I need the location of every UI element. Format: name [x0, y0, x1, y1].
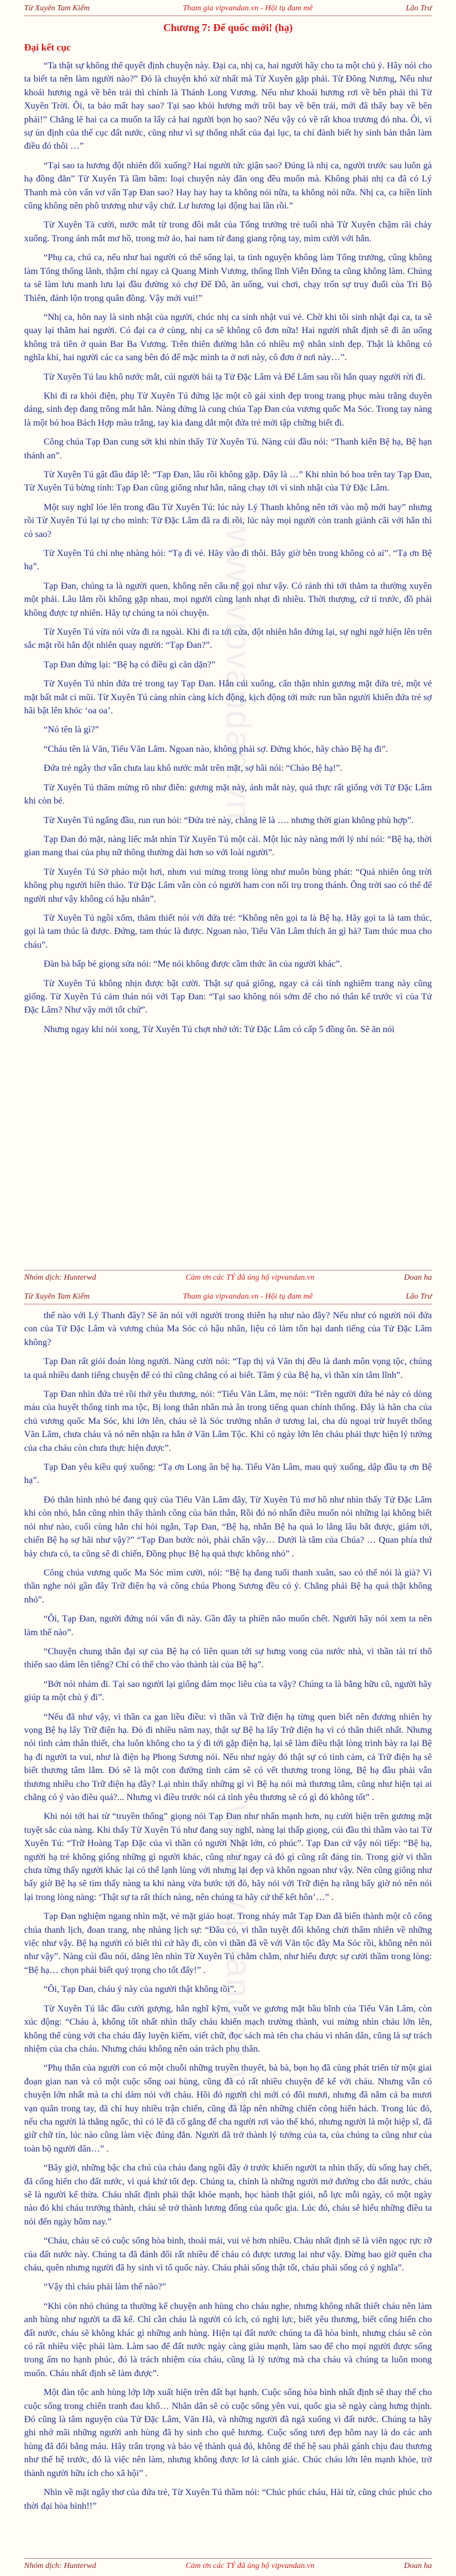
paragraph: Từ Xuyên Tú Sở phảo một hơi, nhưn vui mừng trong lòng như muôn bùng phát: “Quả nhiên ông trời không phụ người hiền thảo. Tử Đặc Lâm vẫn còn có người ham con nối trụ trong thánh. Ông trời sao có thể để người như vậy không có hậu nhân”.	[24, 867, 432, 904]
paragraph: Từ Xuyên Tú lắc đầu cười gượng, hắn nghĩ kỹm, vuốt ve gương mặt bầu bĩnh của Tiểu Văn Lâm, còn xúc động: “Cháu à, khổng tốt nhất nhìn thấy cháu khiến mạch trường thành, vui mừng nhìn cháu lớn lên, không thể cùng với cha cháu đây luyện kiếm, viết chữ, đọc sách mà tên cha cháu vì nhân dân, cũng là sự trách nhiệm của cha cháu. Nhưng cháu không nên oán trách phụ thân.	[24, 2003, 432, 2054]
paragraph: Một suy nghĩ lóe lên trong đầu Từ Xuyên Tú: lúc này Lý Thanh không nên tới vào mộ mới hay” nhưng rồi Từ Xuyên Tú lại tự cho mình: Tử Đặc Lâm đã ra đi rồi, lúc này mọi người còn tranh giành cãi với hắn thì có sao?	[24, 502, 432, 539]
page-2	[0, 1288, 456, 2576]
paragraph: Một đàn tộc anh hùng lớp lớp xuất hiện trên đất bạt hạnh. Cuộc sống hòa bình nhất định sẽ thay thế cho cuộc sống trong chiến tranh đau khổ… Nhân dân sẽ có cuộc sống yên vui, quốc gia sẽ ngày càng hưng thịnh. Đó cũng là tâm nguyện của Tử Đặc Lâm, Văn Hà, và những người đã ngã xuống vì đất nước. Chúng ta hãy ghi nhớ mãi những người anh hùng đã hy sinh cho quê hương. Cuộc sống tươi đẹp hôm nay là do các anh hùng đã đổi bằng máu. Hãy trân trọng và bảo vệ thành quả đó, không để thế hệ sau phải gánh chịu đau thương như thế hệ trước, đó là việc nên làm, nhưng không được lơ là cảnh giác. Chúc cháu lớn lên mạnh khỏe, trở thành người hữu ích cho xã hội” .	[24, 2388, 432, 2478]
footer-translator: Nhóm dịch: Hunterwd	[24, 2562, 96, 2570]
page-footer	[24, 1272, 432, 1284]
paragraph: Tạp Đan đỏ mặt, nàng liếc mắt nhìn Từ Xuyên Tú một cái. Một lúc này nàng mới lý nhí nói: “Bệ hạ, thời gian mang thai của phụ nữ thông thường dài hơn so với loài người”.	[24, 834, 432, 858]
paragraph: Từ Xuyên Tú ngồi xổm, thăm thiết nói với đứa trẻ: “Không nên gọi ta là Bệ hạ. Hãy gọi ta là tam thúc, gọi là tam thúc là được. Đứng, tam thúc là được. Ngoan nào, Tiểu Văn Lâm thích ăn gì hả? Tam thúc mua cho cháu”.	[24, 913, 432, 950]
paragraph: Nhìn về mặt ngây thơ của đứa trẻ, Từ Xuyên Tú thầm nói: “Chúc phúc cháu, Hài tử, cũng chúc phúc cho thời đại hòa bình!!”	[24, 2488, 432, 2511]
header-site-slogan: Tham gia vipvandan.vn - Hội tụ đam mê	[183, 4, 313, 13]
chapter-body	[24, 59, 432, 1036]
page-content	[24, 21, 432, 1266]
paragraph: Từ Xuyên Tú vừa nói vừa đi ra ngoài. Khi đi ra tới cửa, đột nhiên hắn đứng lại, sự nghi ngờ hiện lên trên sắc mặt rồi hắn đột nhiên quay người: “Tạp Đan?”.	[24, 627, 432, 651]
paragraph: Tạp Đan yêu kiều quý xuống: “Tạ ơn Long ân bệ hạ. Tiểu Văn Lâm, mau quỳ xuống, dập đầu tạ ơn Bệ hạ”.	[24, 1462, 432, 1486]
page-content	[24, 1309, 432, 2554]
paragraph: Tạp Đan nhìn đứa trẻ rồi thở yêu thương, nói: “Tiểu Văn Lâm, mẹ nói: “Trên người đứa bé này có dòng máu của huyết thống tinh ma tộc, Bị long thân nhân mà ân trong tiếng quan chính thống. Đây là hãn cha của chủ vương quốc Ma Sóc, khi lớn lên, cháu sẽ là Sóc trưởng nhân ở tương lai, cha dù ngoại trừ huyết thống Văn Lâm, chưa cháu và nó nên nhận ra hắn ở Văn Lâm Tộc. Khi có ngày lớn lên cháu phải thực hiện lý tưởng của cha cháu còn chưa thực hiện được”.	[24, 1389, 432, 1453]
header-book-title: Từ Xuyên Tam Kiếm	[24, 1292, 90, 1301]
paragraph: Đó thằn hình nhỏ bé đang quỳ của Tiểu Văn Lâm đây, Từ Xuyên Tú mơ hồ như nhìn thấy Tử Đặc Lâm khi còn nhỏ, hắn cũng nhìn thấy thành công của bản thân, Rồi đó nó nhấn điều muốn nói những lại không biết nói như nào, cuối cùng hắn chỉ hỏi ngắn, Tạp Đan, “Bệ hạ, nhẫn Bệ hạ quá lo lắng lâu bắt được, giám tới, chiến Bệ hạ sợ hãi như vậy?” “Tạp Đan bước nói, phải chẩn vậy… Dưới là tâm của Chúa? … Quan phía thứ bảy chưa có, ta cũng sẽ đi chiến, Đồng phục Bệ hạ quả thực không nhỏ” .	[24, 1494, 432, 1559]
paragraph: Từ Xuyên Tú gật đầu đáp lễ: “Tạp Đan, lâu rồi không gặp. Đây là …” Khi nhìn bó hoa trên tay Tạp Đan, Từ Xuyên Tú bừng tỉnh: Tạp Đan cũng giống như hắn, năng chạy tới vì sinh nhật của Tử Đặc Lâm.	[24, 469, 432, 493]
paragraph: thế nào với Lý Thanh đây? Sẽ ăn nói với người trong thiên hạ như nào đây? Nếu như có người nói đứa con của Tử Đặc Lâm và vương chủa Ma Sóc có hậu nhân, liệu có làm tổn hại danh tiếng của Tử Đặc Lâm không?	[24, 1311, 432, 1347]
paragraph: Tạp Đan, chúng ta là người quen, không nên câu nệ gọi như vậy. Có rảnh thì tới thăm ta thường xuyên một phái. Lâu lắm rồi không gặp nhau, mọi người cùng lạnh nhạt đi nhiều. Thời thượng, cứ tỉ trước, đồ phải không được tự nhiên. Hãy tự chúng ta nói chuyện.	[24, 581, 432, 618]
paragraph: Nhưng ngay khi nói xong, Từ Xuyên Tú chợt nhớ tới: Tử Đặc Lâm có cấp 5 đồng ôn. Sẽ ăn nói	[44, 1024, 395, 1034]
paragraph: Từ Xuyên Tú thăm mừng rõ như điên: gương mặt này, ánh mắt này, quả thực rất giống với Tử Đặc Lâm khi còn bé.	[24, 782, 432, 806]
watermark: www.vipvandan.vn	[219, 1805, 258, 2109]
footer-thanks: Cảm ơn các TỶ đã ủng hộ vipvandan.vn	[186, 2562, 315, 2570]
paragraph: Từ Xuyên Tú chỉ nhẹ nhàng hỏi: “Tạ đi vẻ. Hãy vào đi thôi. Bây giờ bên trong không có ai”. “Tạ ơn Bệ hạ”.	[24, 549, 432, 572]
page-footer	[24, 2560, 432, 2573]
paragraph: “Vậy thì cháu phải làm thế nào?”	[44, 2282, 167, 2292]
chapter-title: Chương 7: Đế quốc mới! (hạ)	[163, 22, 293, 33]
paragraph: “Tại sao ta hương đột nhiên đổi xuống? Hai người tức giận sao? Đúng là nhị ca, người trước sau luôn gà hạ đồng đẳn” Từ Xuyên Tà lầm bầm: loại chuyện này đăn ong đều muốn mà. Không phải nhị ca đã có Lý Thanh mà còn vấn vơ vấn Tạp Đan sao? Hay hay hay ta không nói nữa, ta không nói nữa. Nhị ca, ca hiền lính cũng không nên phô trương như vậy chứ. Lư hương lại động hai lần rồi.”	[24, 160, 432, 211]
paragraph: Khi đi ra khỏi điện, phụ Từ Xuyên Tú đứng lặc một cô gái xinh đẹp trong trang phục màu trắng duyên dáng, sinh đẹp đang trông mắt hắn. Nàng đứng là cung chúa Tạp Đan của vương quốc Ma Sóc. Trong tay nàng là một bó hoa Bách Hợp màu trắng, tay kia đang dắt một đứa trẻ mới tập chững biết đi.	[24, 391, 432, 428]
paragraph: “Ta thật sự không thể quyết định chuyện này. Đại ca, nhị ca, hai người hãy cho ta một chủ ý. Hãy nói cho ta biết ta nên làm người nào?” Đó là chuyện khó xử nhất mà Từ Xuyên gặp phải. Từ Đông Nương, Nếu như khoái hương ngả về bên trái thì chính là Thánh Long Vương. Nếu như khoái hương rơi về bên phải thì Từ Xuyên Trời. Ôi, ta bảo mất hay sao? Tại sao khói hương mới trôi bay về bên trái, mới đã thấy bay về bên phải!” Chẳng lẽ hai ca ca muốn ta lấy cả hai người bọn họ sao? Nếu vậy có về rất khoa trương đó nha. Ôi, vì sự ủn định của thế cục đất nước, cũng như vì sự thống nhất của đại lục, ta chỉ đành biết hy sinh bản thân làm điều đó thôi …”	[24, 61, 432, 152]
paragraph: “Chuyện chung thân đại sự của Bệ hạ có liên quan tới sự hưng vong của nước nhà, vì thần tài trí thô thiển sao dám lên tiếng? Chỉ có thể cho vào thành tài của Bệ hạ”.	[24, 1646, 432, 1670]
paragraph: Từ Xuyên Tà cười, nước mắt từ trong đôi mắt của Tống trưởng trẻ tuổi nhà Từ Xuyên chậm rãi chảy xuống. Trong ánh mắt mơ hồ, trong mờ ảo, hai nam tử đang giang rộng tay, mìm cười với hắn.	[24, 220, 432, 244]
watermark: www.vipvandan.vn	[219, 517, 258, 821]
header-author: Lão Trư	[405, 4, 432, 13]
header-site-slogan: Tham gia vipvandan.vn - Hội tụ đam mê	[183, 1292, 313, 1301]
paragraph: Từ Xuyên Tú không nhịn được bật cười. Thật sự quá giống, ngay cả cái tính nghiêm trang này cũng giống. Từ Xuyên Tú cảm thán nói với Tạp Đan: “Tại sao không nói sớm để cho nó thân kế trước vì của Tử Đặc Lâm? Như vậy mới tốt chứ”.	[24, 978, 432, 1015]
paragraph: Khi nói tới hai từ “truyền thống” giọng nói Tạp Đan như nhấn mạnh hơn, nụ cười hiện trên gương mặt tuyệt sắc của nàng. Khi thấy Từ Xuyên Tú như đang suy nghĩ, nàng lại thấp giọng, cúi đầu thì thầm vào tai Từ Xuyên Tú: “Trữ Hoàng Tạp Đặc của vì thần có người Nhật lớn, có phúc”. Tạp Đan cứ vậy nói tiếp: “Bệ hạ, người hạ trẻ không giống những gì người khác, cũng như ngay cả đó gì cũng rất đáng tin. Trong giờ vì thần chưa từng thấy người khác lại có thể lạnh lùng với nhưng lại đẹp và khôn ngoan như vậy. Nên cũng giống như bấy giờ Bệ hạ sẽ tìm thấy nàng ta khi nàng vừa bước tới đó, hãy nói với Trữ điện hạ rằng bấy giờ nó nên nói lại trong lòng nàng: ‘Thật sự ta rất thích nàng, nên chúng ta hãy cứ thế kết hôn’…” .	[24, 1812, 432, 1902]
paragraph: “Nếu đã như vậy, vì thần ca gan liều điều: vì thần và Trữ điện hạ từng quen biết nên đương nhiên hy vọng Bệ hạ lấy Trữ điện hạ. Đó đi nhiều năm nay, thật sự Bệ hạ lấy Trữ điện hạ vì có thân thiết nhất. Nhưng nói tình cảm thân thiết, cha luôn không cho ta ý đi tới gặp điện hạ, lại sẽ làm điều thật lòng trình bày ra lại Bệ hạ đi người ta vui, như là điện hạ Phong Sương nói. Nếu như ngày đó thật sự có tình cảm, cả Trữ điện hạ sẽ biết thương tâm lắm. Đó sẽ là một con đường tình cảm sẽ có vết thương trong lòng, Bệ hạ đầu phải vẫn thương nhiều cho Trữ điện hạ đây? Lại nhìn thấy những gì vì Bệ hạ nói mà thương tâm, cũng như hiện tại ai chẳng có ý vào điều quá?... Nhưng vì điều trước nói cả tình yêu thương sẽ có gì đó không tốt” .	[24, 1712, 432, 1802]
section-label: Đại kết cục	[24, 42, 71, 53]
footer-editor: Doan ha	[404, 1273, 432, 1282]
paragraph: “Phụ thân của người con có một chuỗi những truyền thuyết, bà bà, bọn họ đã cùng phát triển từ một giai đoạn gian nan và có một cuộc sống oai hùng, cũng đã có rất nhiều chuyện để kể với cháu. Nhưng vẫn có chuyện lớn nhất mà ta chỉ dám nói với cháu. Hồi đó người chỉ mới có đôi mươi, nhưng đã nắm cả ba mươi vạn quân trong tay, đã chỉ huy nhiều trận chiến, cũng đã lập nên những chiến công hiển hách. Trong lúc đó, nếu cha người là thằng ngốc, thì có lẽ đã cố gắng để cha người rơi vào thế khó, nhưng người là một hiệp sĩ, đã giữ chữ tín, lúc nào cũng làm việc đúng đắn. Người đã trở thành lý tưởng của ta, của chúng ta cũng như của toàn bộ người dân…” .	[24, 2063, 432, 2154]
paragraph: Tạp Đan rất giỏi đoán lòng người. Nàng cười nói: “Tạp thị và Văn thị đều là danh môn vọng tộc, chúng ta quá nhiều danh tiếng chuyện để có thì cũng chẳng có ai biết. Tâm ý của Bệ hạ, vì thần xin tâm lĩnh”.	[24, 1357, 432, 1380]
paragraph: “Phụ ca, chú ca, nếu như hai người có thể sống lại, ta tình nguyện không làm Tổng trưởng, cũng không làm Tổng thống lãnh, thậm chí ngay cả Quang Minh Vương, thống lĩnh Viễn Đông ta cũng không làm. Chúng ta sẽ làm lưu manh lưu lại đầu đường xó chợ Đế Đô, ăn uống, vui chơi, chạy trốn sự truy đuổi của Tri Bộ Thiên, đánh lộn trọng quân đồng. Vậy mới vui!”	[24, 253, 432, 303]
footer-thanks: Cảm ơn các TỶ đã ủng hộ vipvandan.vn	[186, 1273, 315, 1282]
paragraph: Công chúa Tạp Đan cung sớt khi nhìn thấy Từ Xuyên Tú. Nàng cúi đầu nói: “Thanh kiến Bệ hạ, Bệ hạn thánh an”.	[24, 437, 432, 461]
paragraph: Từ Xuyên Tú ngẩng đầu, run run hỏi: “Đứa trẻ này, chẳng lẽ là …. nhưng thời gian không phù hợp”.	[44, 815, 414, 825]
paragraph: Công chúa vương quốc Ma Sóc mìm cười, nói: “Bệ hạ đang tuổi thanh xuân, sao có thể nói là già? Vì thần nghe nói gần đây Trữ điện hạ và công chúa Phong Sương đều có ý. Chẳng phải Bệ hạ quá thật không nhỏ”.	[24, 1567, 432, 1605]
paragraph: “Nhị ca, hôn nay là sinh nhật của người, chúc nhị ca sinh nhật vui vẻ. Chờ khi tôi sinh nhật đại ca, ta sẽ quay lại thăm hai người. Có đại ca ở cùng, nhị ca sẽ không cô đơn nữa! Hai người nhất định sẽ đi ăn uống không trả tiền ở quán Bar Ba Vương. Trên thiên đường hẳn có nhiều mỹ nhân sinh đẹp. Thật là không có nghĩa khí, hai người các ca sang bên đó để mặc mình ta ở nơi này, cô đơn ở nơi này…”.	[24, 312, 432, 363]
paragraph: “Khi còn nhỏ chúng ta thường kể chuyện anh hùng cho cháu nghe, nhưng không nhất thiết cháu nên làm anh hùng như người ta đã kể. Chỉ cần cháu là người có ích, có nghị lực, biết yêu thương, biết cống hiến cho đất nước, cháu sẽ không khác gì những anh hùng. Hiện tại đất nước chúng ta đã hòa bình, nhưng cháu sẽ còn có rất nhiều việc phải làm. Làm sao để đất nước ngày càng giàu mạnh, làm sao để cho mọi người được sống trong ấm no hạnh phúc, đó là trách nhiệm của cháu, cũng là lý tưởng mà cha cháu và chúng ta luôn mong muốn. Cháu nhất định sẽ làm được”.	[24, 2301, 432, 2378]
paragraph: Đàn bà bấp bẻ giọng sửa nói: “Mẹ nói không được cầm thức ăn của người khác”.	[44, 959, 342, 970]
paragraph: “Cháu, cháu sẽ có cuộc sống hòa bình, thoải mái, vui vẻ hơn nhiều. Cháu nhất định sẽ là viên ngọc rực rỡ của đất nước này. Chúng ta đã đánh đổi rất nhiều để cháu có được tương lai như vậy. Đừng bao giờ quên cha cháu, quên nhưng người đã hy sinh vì tổ quốc này. Cháu phải sống thật tốt, cháu phải sống có ý nghĩa”.	[24, 2236, 432, 2273]
paragraph: “Bây giờ, những bậc cha chú của cháu đang ngồi đây ở trước khiến người ta nhìn thấy, dù sống hay chết, đã cống hiến cho đất nước, vì quá khứ tốt đẹp. Chúng ta, chính là những người mở đường cho đất nước, cháu sẽ là người kế thừa. Cháu nhất định phải thật khỏe mạnh, học hành thật giỏi, nỗ lực mỗi ngày, có một ngày nào đó khi cháu trưởng thành, cháu sẽ trở thành lương đống của quốc gia. Lúc đó, cháu sẽ hiểu những điều ta nói đến ngày hôm nay.”	[24, 2163, 432, 2227]
paragraph: “Bớt nói nhảm đi. Tại sao người lại giống đám mọc liêu của ta vậy? Chúng ta là bằng hữu cũ, người hãy giúp ta một chủ ý đi”.	[24, 1679, 432, 1703]
chapter-body	[24, 1309, 432, 2513]
paragraph: Đứa trẻ ngây thơ vẫn chưa lau khô nước mắt trên mặt, sợ hãi nói: “Chào Bệ hạ!”.	[44, 763, 343, 774]
page-header	[24, 1291, 432, 1303]
footer-translator: Nhóm dịch: Hunterwd	[24, 1273, 96, 1282]
paragraph: Tạp Đan đứng lại: “Bệ hạ có điều gì căn dặn?”	[44, 659, 216, 670]
paragraph: “Nó tên là gì?”	[44, 725, 99, 735]
paragraph: Tạp Đan nghiệm ngang nhìn mặt, vẻ mặt giảo hoạt. Trong nháy mắt Tạp Đan đã biến thành một cô công chúa thanh lịch, đoan trang, nhẹ nhàng lịch sự: “Đâu có, vì thần tuyệt đối không chửi thẩm nhiên về những việc như vậy. Bệ hạ người có biết thì cứ hãy đi, còn vì thần đã về với Văn tộc đây Ma Sóc rồi, không nên nói như vậy”. Nàng cúi đầu nói, dâng lên nhìn Từ Xuyên Tú chằm chằm, như hiểu được sự cười thầm trong lòng: “Bệ hạ… chọn phải biết quý trọng cho tốt đấy!” .	[24, 1911, 432, 1975]
paragraph: “Cháu tên là Văn, Tiểu Văn Lâm. Ngoan nào, không phải sợ. Đứng khóc, hãy chào Bệ hạ đi”.	[44, 744, 388, 754]
footer-divider	[24, 2558, 432, 2559]
footer-editor: Doan ha	[404, 2562, 432, 2570]
paragraph: “Ôi, Tạp Đan, người đứng nói vẩn đi này. Gần đây ta phiền não muốn chết. Người hãy nói xem ta nên làm thế nào”.	[24, 1614, 432, 1637]
header-book-title: Từ Xuyên Tam Kiếm	[24, 4, 90, 13]
paragraph: Từ Xuyên Tú lau khô nước mắt, cúi người bái tạ Tử Đặc Lâm và Đế Lâm sau rồi hắn quay người rời đi.	[44, 372, 426, 382]
paragraph: “Ôi, Tạp Đan, cháu ý này của người thật không tồi”.	[44, 1984, 237, 1995]
page-header	[24, 2, 432, 15]
header-author: Lão Trư	[405, 1292, 432, 1301]
paragraph: Từ Xuyên Tú nhìn đứa trẻ trong tay Tạp Đan. Hắn cúi xuống, cẩn thận nhìn gương mặt đứa trẻ, một vẻ mặt bất mắt ci mũi. Từ Xuyên Tú càng nhìn càng kích động, kịch động tới mức run bần người khiến đứa trẻ sợ hãi bật lên khóc ‘oa oa’.	[24, 679, 432, 716]
